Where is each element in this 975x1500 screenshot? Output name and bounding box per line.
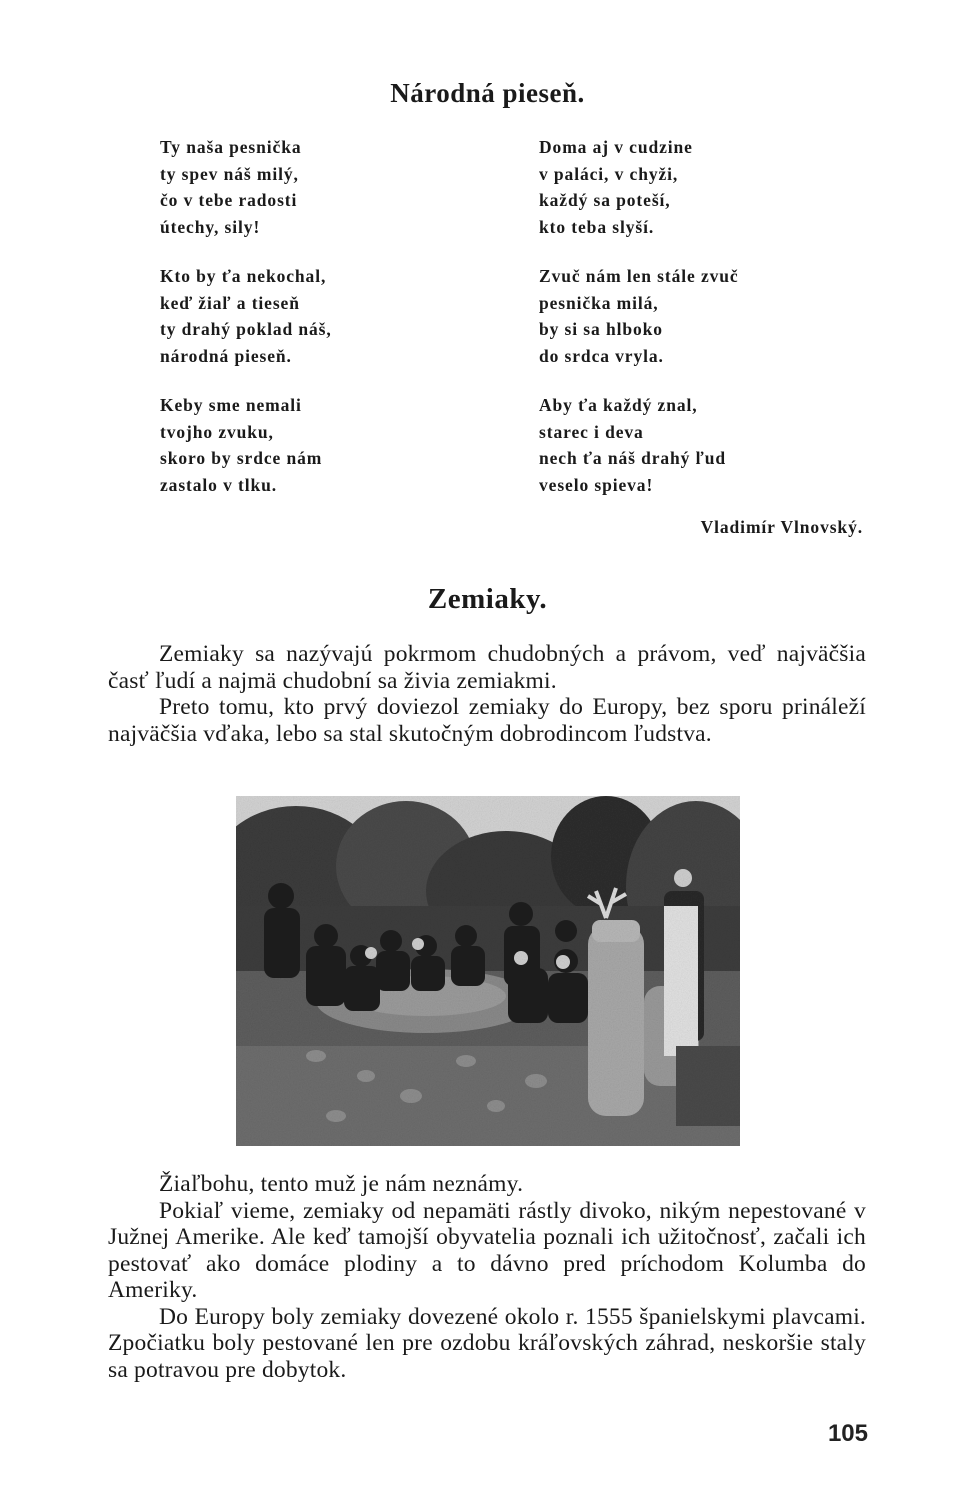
verse-line: pesnička milá,: [539, 292, 659, 313]
verse-line: útechy, sily!: [160, 216, 261, 237]
stanza: [539, 392, 859, 498]
verse-line: Aby ťa každý znal,: [539, 395, 698, 415]
paragraph: Žiaľbohu, tento muž je nám neznámy.: [159, 1171, 524, 1197]
poem: [0, 134, 975, 554]
stanza: [160, 263, 480, 369]
verse-line: národná pieseň.: [160, 345, 292, 366]
article-body: [108, 1171, 866, 1383]
stanza: [539, 134, 859, 240]
paragraph: Pokiaľ vieme, zemiaky od nepamäti rástly divoko, nikým nepestované v Južnej Amerike. Ale keď tamojší obyvatelia poznali ich užitočnosť, začali ich pestovať ako domáce plodiny a to dávno pred príchodom Kolumba do Ameriky.: [108, 1197, 866, 1303]
page-number: 105: [827, 1420, 868, 1447]
stanza: [539, 263, 859, 369]
article-title: Zemiaky.: [427, 583, 548, 615]
verse-line: by si sa hlboko: [539, 319, 663, 339]
photo-image: [236, 796, 740, 1146]
poem-left-column: [160, 134, 480, 521]
paragraph: Preto tomu, kto prvý doviezol zemiaky do Europy, bez sporu prináleží najväčšia vďaka, lebo sa stal skutočným dobrodincom ľudstva.: [108, 694, 866, 747]
verse-line: keď žiaľ a tieseň: [160, 292, 300, 313]
verse-line: tvojho zvuku,: [160, 421, 274, 442]
verse-line: ty spev náš milý,: [160, 163, 299, 184]
verse-line: do srdca vryla.: [539, 345, 664, 366]
verse-line: Keby sme nemali: [160, 395, 302, 415]
verse-line: Kto by ťa nekochal,: [160, 266, 327, 286]
paragraph: Zemiaky sa nazývajú pokrmom chudobných a právom, veď najväčšia časť ľudí a najmä chudobní sa živia zemiakmi.: [108, 641, 866, 694]
verse-line: veselo spieva!: [539, 474, 654, 495]
verse-line: ty drahý poklad náš,: [160, 319, 332, 339]
poem-author: Vladimír Vlnovský.: [700, 517, 863, 537]
verse-line: kto teba slyší.: [539, 216, 655, 237]
verse-line: nech ťa náš drahý ľud: [539, 448, 726, 468]
stanza: [160, 134, 480, 240]
verse-line: Zvuč nám len stále zvuč: [539, 266, 739, 286]
paragraph: Do Europy boly zemiaky dovezené okolo r. 1555 španielskymi plavcami. Zpočiatku boly pestované len pre ozdobu kráľovských záhrad, neskoršie staly sa potravou pre dobytok.: [108, 1303, 866, 1383]
verse-line: Doma aj v cudzine: [539, 137, 693, 157]
article-intro: [108, 641, 866, 747]
poem-title: Národná pieseň.: [390, 78, 585, 108]
poem-right-column: [539, 134, 859, 521]
verse-line: Ty naša pesnička: [160, 137, 302, 157]
verse-line: každý sa poteší,: [539, 190, 671, 210]
verse-line: zastalo v tlku.: [160, 474, 278, 495]
verse-line: čo v tebe radosti: [160, 190, 298, 210]
verse-line: v paláci, v chyži,: [539, 163, 679, 184]
verse-line: starec i deva: [539, 421, 644, 442]
verse-line: skoro by srdce nám: [160, 448, 323, 468]
potato-harvest-photo: [236, 796, 740, 1146]
stanza: [160, 392, 480, 498]
